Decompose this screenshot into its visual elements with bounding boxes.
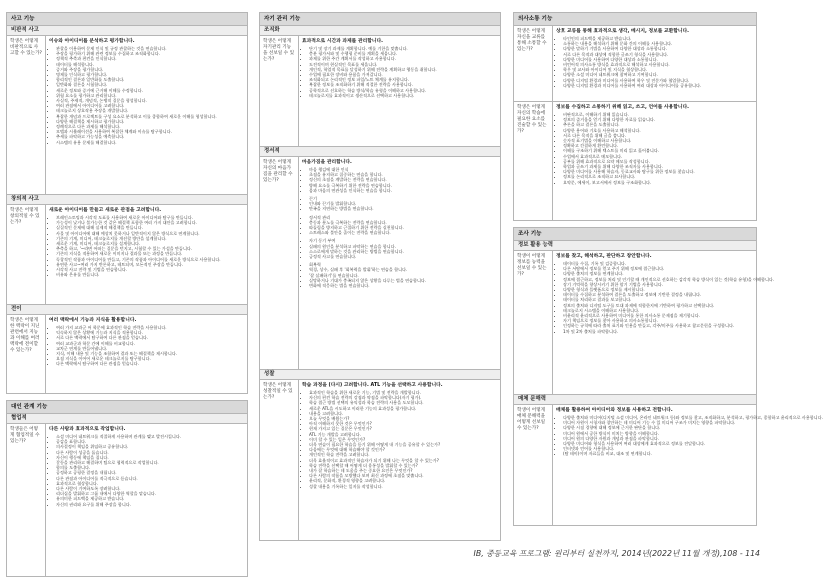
skill-item: • 다양한 소셜 미디어 네트워크에 참여하고 기여합니다.	[563, 72, 753, 77]
skill-item: • 조직화되고 논리적인 정보 파일/노트 체계를 유지합니다.	[309, 77, 497, 82]
skill-statement: 정보를 수집하고 소통하기 위해 읽고, 쓰고, 언어를 사용합니다.	[556, 105, 690, 110]
skill-item: • 여러 관점에서 아이디어를 고려합니다.	[56, 103, 244, 108]
skill-item: • 오늘 무엇을 배웠는가?	[309, 416, 497, 421]
skill-item: • 명제를 인식하고 평가합니다.	[56, 72, 244, 77]
skill-item: • 따돌림을 방지하고 근절하기 위한 전략을 실천합니다.	[309, 225, 497, 230]
subsection-row	[7, 35, 247, 194]
section	[6, 400, 248, 577]
skill-item: • 아직 이해하지 못한 것은 무엇인가?	[309, 421, 497, 426]
skill-item: • 주장을 평가하기 위해 관련 정보를 수집하고 조직화합니다.	[56, 51, 244, 56]
subsection-header: 매체 문해력	[514, 394, 756, 404]
skill-item: • 일반화와 결론을 시험합니다.	[56, 82, 244, 87]
skill-item: • 실망하거나 기대가 충족되지 않은 상황을 다루는 법을 연습합니다.	[309, 278, 497, 283]
skill-item: • 복잡한 정보를 조직화하기 위해 적절한 전략을 사용합니다.	[309, 82, 497, 87]
skill-item: • 다양한 출처와 미디어(디지털 소셜 미디어, 온라인 네트워크 등)와 정보를 찾고, 조직화하고, 분석하고, 평가하고, 종합하고 윤리적으로 사용합니다.	[563, 415, 823, 420]
skill-item: • 충동과 분노를 극복하는 전략을 연습합니다.	[309, 220, 497, 225]
skill-item: • 다양한 해결책을 제시하고 평가합니다.	[56, 119, 244, 124]
skill-item: • 다양한 시점 경향에 대해 정보에 근거한 판단을 합니다.	[563, 425, 823, 430]
skill-item: • 공부를 위해 효과적으로 요약 메모를 작성합니다.	[563, 159, 753, 164]
skill-item: • 개인적인 학습 전략을 고려합니다.	[309, 452, 497, 457]
guiding-question: 학생이 어떻게 매체 문해력을 어떻게 선보일 수 있는가?	[514, 405, 553, 525]
skill-body	[553, 26, 756, 101]
skill-item: • 방해 요소를 극복하기 위한 전략을 연습합니다.	[309, 183, 497, 188]
skill-item: • 다양한 말하기 기법을 사용하여 다양한 대상과 소통합니다.	[563, 46, 753, 51]
skill-item: • 추세를 파악하고 가능성을 예측합니다.	[56, 134, 244, 139]
skill-list	[302, 167, 497, 288]
subsection-header: 창의적 사고	[7, 194, 247, 204]
skill-item: • 효과적으로 협상합니다.	[56, 481, 244, 486]
skill-item: • 장기 기억력을 향상시키기 위한 암기 기법을 사용합니다.	[563, 282, 774, 287]
skill-item: • 소셜 미디어 네트워크를 적절하게 사용하며 관계를 맺고 발전시킵니다.	[56, 434, 244, 439]
guiding-question: 학생은 어떻게 자신을 교류를 통해 소통할 수 있는가?	[514, 26, 553, 101]
skill-item: • 개인적, 학업적 목표를 달성하기 위해 전략을 계획하고 행동을 취합니다.	[309, 67, 497, 72]
skill-body	[299, 380, 500, 540]
skill-item: • 더욱 연습이 필요한 학습을 듣기 위해 어떻게 내 기능을 공유할 수 있는가?	[309, 442, 497, 447]
skill-item: • 유의미한 피드백을 제공하고 받습니다.	[56, 496, 244, 501]
skill-item: • 테크놀로지 상호작용 주장을 개발합니다.	[56, 108, 244, 113]
skill-body	[299, 157, 500, 369]
skill-item: • 인내와 끈기를 발휘합니다.	[309, 201, 497, 206]
skill-item: • 익숙하지 않은 상황에 기능과 지식을 적용합니다.	[56, 330, 244, 335]
skill-item: • 변화에 적응하는 법을 연습합니다.	[309, 283, 497, 288]
skill-item: • 테크놀로지 시스템을 이해하고 사용합니다.	[563, 308, 774, 313]
skill-item: • 데이터를 해석합니다.	[56, 62, 244, 67]
subsection-row	[514, 250, 775, 394]
subsection-row	[514, 101, 756, 220]
skill-body	[553, 405, 826, 525]
skill-item: • 서로 다른 목적과 대상에 적합한 글쓰기 형식을 사용합니다.	[563, 52, 753, 57]
skill-item: • 공학적으로 선호하는 학습 방식/학습 유형을 이해하고 사용합니다.	[309, 88, 497, 93]
skill-item: • 다른 사람이 기여하도록 장려합니다.	[56, 486, 244, 491]
skill-item: • 다른 관점과 아이디어를 적극적으로 듣습니다.	[56, 476, 244, 481]
guiding-question: 학생은 어떻게 비판적으로 사고할 수 있는가?	[7, 36, 46, 194]
skill-item: • 숫자적 표기법을 이해하고 사용합니다.	[563, 138, 753, 143]
skill-body	[553, 102, 756, 220]
skill-item: • 비언어적 의사소통 방식을 효과적으로 해석하고 사용합니다.	[563, 62, 753, 67]
skill-item: • 가능성이 낮거나 불가능한 것 같은 해결책 포함한 여러 가지 대안을 고려합니다.	[56, 220, 244, 225]
skill-item: • 정확하고 간결하게 환언합니다.	[563, 143, 753, 148]
skill-list	[302, 46, 497, 98]
skill-item: • 초점을 유지하고 집중하는 연습을 합니다.	[309, 172, 497, 177]
guiding-question: 학생은 어떻게 자기관리 기능을 선보일 수 있는가?	[260, 36, 299, 146]
skill-item: • 사물 및 아이디어에 대해 예상치 못하거나 일반적이지 않은 방식으로 연계합니다.	[56, 231, 244, 236]
subsection-header: 정서적	[260, 146, 500, 156]
subsection-row	[514, 404, 823, 525]
guiding-question: 학생은 어떻게 한 맥락이 지닌 관련에서 지능과 이해를 여러 맥락에 전이할 수 있는가?	[7, 315, 46, 393]
skill-item: • 정서적 관리	[309, 215, 497, 220]
skill-item: • 요약문, 에세이, 보고서에서 정보를 구조화합니다.	[563, 180, 753, 185]
skill-item: • 비판적으로, 이해하기 위해 읽습니다.	[563, 112, 753, 117]
subsection-row	[7, 423, 247, 576]
skill-statement: 새로운 아이디어를 만들고 새로운 관점을 고려합니다.	[49, 208, 162, 213]
skill-item: • 자기 책임으로 정보를 찾아 사용하고 의사소통합니다.	[563, 318, 774, 323]
subsection-row	[7, 314, 247, 393]
skill-item: • 자신의 권리와 요구를 위해 주장을 합니다.	[56, 502, 244, 507]
skill-item: • 미디어 원의 다양한 자원과 개념과 관점을 파악합니다.	[563, 436, 823, 441]
skill-item: • 증거와 주장을 평가합니다.	[56, 67, 244, 72]
skill-item: • 새로운 ATL을 시도하고 이러한 기능의 효과성을 평가합니다.	[309, 406, 497, 411]
skill-item: • 더욱 효율적이고 효과적인 학습자가 되기 위해 나는 무엇을 할 수 있는가?	[309, 458, 497, 463]
skill-item: • 수업에서 효과적으로 메모합니다.	[563, 154, 753, 159]
skill-item: • '잘 실패하기'를 연습합니다.	[309, 273, 497, 278]
section	[259, 12, 501, 541]
guiding-question: 학생들은 어떻게 협업적일 수 있는가?	[7, 424, 46, 576]
skill-item: • 역경, 상수, 실패 후 '회복력을 발휘'하는 연습을 합니다.	[309, 267, 497, 272]
subsection-header: 비판적 사고	[7, 25, 247, 35]
skill-item: • 스스로에게 말하는 것을 관리하는 방법을 연습합니다.	[309, 249, 497, 254]
skill-item: • 마음 챙김에 대한 인식	[309, 167, 497, 172]
skill-item: • 학습 접근 방법 선택의 유익성과 학습 전략의 사용을 도모합니다.	[309, 400, 497, 405]
column-1	[6, 12, 248, 583]
skill-item: • 끈기	[309, 196, 497, 201]
skill-item: • 학우 및 교사와 아이디어 및 지식을 협상합니다.	[563, 67, 753, 72]
guiding-question: 학생은 어떻게 자신의 마음가짐을 관리할 수 있는가?	[260, 157, 299, 369]
guiding-question: 학생은 어떻게 자신의 학습에 필요한 요소를 진술할 수 있는가?	[514, 102, 553, 220]
skill-item: • ATL 기능 개발을 고려합니다.	[309, 432, 497, 437]
skill-body	[553, 251, 777, 394]
skill-item: • 정보에 접근하고, 정보를 처리 및 인기할 때 개인적으로 선호하는 감각적 학습 방식이 있는 것(학습 유형)을 이해합니다.	[563, 277, 774, 282]
skill-item: • 정보의 즐거움을 얻기 위해 다양한 자료를 읽습니다.	[563, 117, 753, 122]
skill-body	[46, 36, 247, 194]
skill-item: • 도전적이며 현실적인 목표를 세웁니다.	[309, 62, 497, 67]
skill-item: • 요점 지식을 이어어 새로운 테크놀로지를 탐구합니다.	[56, 356, 244, 361]
skill-item: • 내용을 고려합니다.	[309, 411, 497, 416]
skill-statement: 여러 맥락에서 기능과 지식을 활용합니다.	[49, 318, 137, 323]
subsection-row	[260, 379, 500, 540]
skill-item: • 공감을 표합니다.	[56, 439, 244, 444]
skill-item: • 서로 다른 맥락에서 탐구하여 다른 관점을 얻습니다.	[56, 335, 244, 340]
skill-item: • 학습 전략을 선택할 때 어떻게 더 융통성을 발휘할 수 있는가?	[309, 463, 497, 468]
skill-list	[302, 390, 497, 489]
subsection-header: 조직화	[260, 25, 500, 35]
skill-item: • 정보의 출처와 디지털 도구를 토대 과제에 적합한지에 기반하여 평가하고 선택합니다.	[563, 303, 774, 308]
skill-body	[46, 205, 247, 304]
section	[513, 227, 823, 526]
guiding-question: 학생은 어떻게 성찰적일 수 있는가?	[260, 380, 299, 540]
skill-item: • 교차군 연계를 만들어냅니다.	[56, 346, 244, 351]
skill-list	[49, 215, 244, 277]
skill-item: • 현재 가지고 있는 질문은 무엇인가?	[309, 426, 497, 431]
skill-item: • (탐 테이)이며 자료들을 비교, 대조 및 연계합니다.	[563, 451, 823, 456]
skill-item: • 정신의 초점을 계발하는 전략을 연습합니다.	[309, 177, 497, 182]
skill-item: • 여러 교과군과 학문 간에 이해를 비교합니다.	[56, 341, 244, 346]
skill-list	[49, 325, 244, 367]
skill-item: • 공정하고 공평한 결정을 내립니다.	[56, 470, 244, 475]
skill-statement: 학습 과정을 (다시) 고려합니다. ATL 기능을 선택하고 사용합니다.	[302, 383, 443, 388]
section-header: 자기 관리 기능	[260, 13, 500, 25]
skill-item: • 다른 사람이 성공을 돕습니다.	[56, 450, 244, 455]
skill-item: • 몸과 마음의 연관성을 인식하는 연습을 합니다.	[309, 188, 497, 193]
skill-item: • 합리적인 결론과 일반화를 도출합니다.	[56, 77, 244, 82]
skill-item: • 추측을 하고, '~라면 어떠는 질문을 던지고, 시험할 수 있는 가설을 만듭니다.	[56, 246, 244, 251]
skill-item: • 기존의 기계, 미디어, 테크놀로지를 개선할 방안을 설계합니다.	[56, 236, 244, 241]
skill-item: • 자신의 편견 학습 전략의 강점과 약점을 파악합니다(자기 평가).	[309, 395, 497, 400]
skill-item: • 소통하는 내용을 해석하기 위해 문화 간의 이해를 사용합니다.	[563, 41, 753, 46]
skill-item: • 테크놀로지를 효과적이고 생산적으로 선택하고 사용합니다.	[309, 93, 497, 98]
skill-item: • 의사결정이 책임을 위임하고 공유합니다.	[56, 444, 244, 449]
skill-item: • 여러 가지 교과군 어 학문에 효과적인 학습 전략을 사용합니다.	[56, 325, 244, 330]
skill-item: • 데이터를 처리하고 결과를 보고합니다.	[563, 297, 774, 302]
skill-item: • 관찰을 이용하여 문제 인식 및 규정 관찰하는 것을 연습합니다.	[56, 46, 244, 51]
skill-item: • 다양한 디지털 환경과 미디어를 사용하여 여러 대상과 아이디어를 공유합니다.	[563, 83, 753, 88]
skill-item: • 자기 동기 부여	[309, 238, 497, 243]
skill-item: • 긍정적 사고를 연습합니다.	[309, 254, 497, 259]
skill-item: • 스트레스와 불안을 줄이는 전략을 연습합니다.	[309, 230, 497, 235]
skill-item: • 학업과 글쓰기 과제를 위해 다양한 조직자를 사용합니다.	[563, 164, 753, 169]
skill-list	[49, 46, 244, 145]
skill-item: • 인터넷과 언어를 사용합니다.	[563, 446, 823, 451]
skill-item: • 다양한 미디어를 사용해 학습자, 동료교사와 탐구를 위한 정보를 찾습니다.	[563, 169, 753, 174]
skill-item: • 시스템의 유용 문제를 해결합니다.	[56, 140, 244, 145]
subsection-row	[260, 35, 500, 146]
skill-item: • 다양한 형식과 플랫폼으로 정보를 제시합니다.	[563, 287, 774, 292]
skill-item: • 비윤리적 윤리적으로 사용하여 미디어를 통한 의사소통 문제점을 제기합니다.	[563, 313, 774, 318]
subsection-row	[514, 25, 756, 101]
subsection-header: 협업적	[7, 413, 247, 423]
column-3	[513, 12, 823, 532]
skill-list	[49, 434, 244, 507]
skill-body	[46, 315, 247, 393]
skill-item: • 새로운 기계, 미디어, 테크놀로지를 설계합니다.	[56, 241, 244, 246]
skill-item: • 실패의 원인을 분석하고 파악하는 연습을 합니다.	[309, 244, 497, 249]
section	[513, 12, 757, 221]
skill-statement: 마음가짐을 관리합니다.	[302, 160, 352, 165]
skill-item: • 리더십을 발휘하고 그룹 내에서 다양한 역할을 맡습니다.	[56, 491, 244, 496]
skill-item: • 정보를 논리적으로 조직하고 묘사합니다.	[563, 174, 753, 179]
subsection-header: 전이	[7, 304, 247, 314]
skill-item: • 시각적 사고 전략 및 기법을 연습합니다.	[56, 267, 244, 272]
section-header: 사고 기능	[7, 13, 247, 25]
skill-item: • 다양한 디지털 환경과 미디어를 사용하여 학우 및 전문가와 협업합니다.	[563, 78, 753, 83]
skill-item: • 다른 서탐에서 정보를 얻고 주기 위해 정보에 접근합니다.	[563, 266, 774, 271]
skill-list	[556, 36, 753, 88]
skill-statement: 매체를 활용하여 아이디어와 정보를 사용하고 전합니다.	[556, 408, 673, 413]
skill-item: • 정례적으로 다른 과제를 해석합니다.	[56, 124, 244, 129]
skill-item: • 성찰 내용을 기록하는 일지를 작성합니다.	[309, 484, 497, 489]
section	[6, 12, 248, 394]
skill-item: • 실질적인 문제에 대해 실제적 해결책을 만듭니다.	[56, 225, 244, 230]
skill-item: • 이해를 구조하기 위해 텍스트를 미리 읽고 훑어봅니다.	[563, 148, 753, 153]
skill-item: • 다양한 출처의 정보를 연계합니다.	[563, 271, 774, 276]
section-header: 조사 기능	[514, 228, 756, 240]
skill-item: • 1차 및 2차 출처를 파악합니다.	[563, 329, 774, 334]
source-caption: IB, 중등교육 프로그램: 원리부터 실천까지, 2014년(2022년 11월 개정),108 - 114	[473, 549, 760, 558]
skill-item: • 새로운 정보와 증거에 근거해 이해를 수정합니다.	[56, 88, 244, 93]
skill-item: • 인정하는 규칙에 따라 출처 표기와 인용을 만들고, 각주/미주를 사용하고 참고문헌을 구성합니다.	[563, 323, 774, 328]
skill-statement: 상호 교류를 통해 효과적으로 생각, 메시지, 정보를 교환합니다.	[556, 29, 690, 34]
skill-item: • 정책적 추측과 편견을 인식합니다.	[56, 56, 244, 61]
skill-item: • 모델과 시뮬레이션을 사용하여 복잡한 체계와 이슈를 탐구합니다.	[56, 129, 244, 134]
skill-item: • 만족을 지연하는 방법을 연습합니다.	[309, 206, 497, 211]
skill-item: • 다양한 용어와 기호를 사용하고 해석합니다.	[563, 128, 753, 133]
skill-item: • 다른 맥락에서 탐구하여 다른 관점을 얻습니다.	[56, 361, 244, 366]
skill-item: • 데이터를 수집하고 분석하여 결론을 도출하고 정보에 기반한 결정을 내립니다.	[563, 292, 774, 297]
skill-item: • 데이터를 수집, 기록 및 검증합니다.	[563, 261, 774, 266]
skill-item: • 과제를 위한 주간 계획서를 작성하고 사용합니다.	[309, 56, 497, 61]
skill-item: • 위험 요소를 평가하고 관리합니다.	[56, 93, 244, 98]
skill-item: • 미디어 자원이 시청자와 창안하는 데 미디어 기능 수 있 미디어 구조가 미치는 영향을 파악합니다.	[563, 420, 823, 425]
skill-item: • 수업에 필요한 장비와 용품을 가져갑니다.	[309, 72, 497, 77]
skill-item: • 미디어 원에서 공한 방식이 미치는 방향을 이해합니다.	[563, 431, 823, 436]
skill-item: • 추론을 하고 결론을 도출합니다.	[563, 122, 753, 127]
guiding-question: 학생은 어떻게 창의적일 수 있는가?	[7, 205, 46, 304]
skill-item: • 다양한 미디어를 사용하여 다양한 대상과 소통합니다.	[563, 57, 753, 62]
column-2	[259, 12, 501, 547]
section-header: 대인 관계 기능	[7, 401, 247, 413]
skill-statement: 이슈와 아이디어를 분석하고 평가합니다.	[49, 39, 135, 44]
skill-item: • 충분 평가서와 및 수행평 준비를 계획을 세웁니다.	[309, 51, 497, 56]
skill-item: • 독창적인 작품과 아이디어를 만들고, 기존의 작품과 아이디어를 새로운 방식으로 사용합니다.	[56, 257, 244, 262]
subsection-header: 정보 활용 능력	[514, 240, 756, 250]
skill-item: • 윤리적, 문화적, 환경적 영향을 고려합니다.	[309, 478, 497, 483]
skill-item: • 기존의 지식을 적용하여 새로운 이미지나 결과물 또는 과정을 만듭니다.	[56, 251, 244, 256]
subsection-row	[260, 156, 500, 369]
skill-item: • 지식, 이해 내용 및 기능을 조합하여 결과 또는 해결책을 제시합니다.	[56, 351, 244, 356]
skill-item: • 단기 및 장기 과제를 계획합니다. 예를 기한을 맞춥니다.	[309, 46, 497, 51]
skill-item: • 다음에는 무엇에 대해 학습해야 할 것인가?	[309, 447, 497, 452]
skill-item: • 비유와 은유를 만듭니다.	[56, 272, 244, 277]
skill-item: • 회복력	[309, 262, 497, 267]
skill-body	[46, 424, 247, 576]
skill-item: • 타인인의 피드백을 제공하고 받습니다.	[563, 36, 753, 41]
skill-item: • 자신이 행동에 책임을 집니다.	[56, 455, 244, 460]
skill-statement: 정보를 찾고, 해석하고, 판단하고 창안합니다.	[556, 254, 652, 259]
skill-item: • 내가 잘 학습하는 데 도움을 주는 중요한 요인은 무엇인가?	[309, 468, 497, 473]
skill-item: • 복잡한 개념과 프로젝트를 구성 요소로 분석하고 이를 종합하여 새로운 이해를 형성합니다.	[56, 114, 244, 119]
skill-item: • 효과적인 학습을 위한 새로운 기능, 기법 및 전략을 개발합니다.	[309, 390, 497, 395]
skill-list	[556, 415, 823, 457]
section-header: 의사소통 기능	[514, 13, 756, 25]
skill-statement: 다른 사람과 효과적으로 작업합니다.	[49, 427, 126, 432]
skill-item: • 유연한 사고~여러 가지 반론하고, 테트되며, 모든적인 주장을 만듭니다.	[56, 262, 244, 267]
subsection-header: 성찰	[260, 369, 500, 379]
skill-item: • 합의를 도출합니다.	[56, 465, 244, 470]
guiding-question: 학생이 어떻게 정보를 능력을 선보일 수 있는가?	[514, 251, 553, 394]
skill-list	[556, 112, 753, 185]
skill-item: • 다양한 미디어와 형식을 사용하여 여러 대상에게 효과적으로 정보를 전달합니다.	[563, 441, 823, 446]
skill-item: • 갈등을 관리하고 해결하며 팀으로 협력적으로 작업합니다.	[56, 460, 244, 465]
subsection-row	[7, 204, 247, 304]
skill-item: • 다른 사람의 작품을 모방했다 보며 최신 과정에 초점을 맞춥니다.	[309, 473, 497, 478]
skill-item: • 사실적, 주제적, 개념적, 논쟁적 질문을 형성합니다.	[56, 98, 244, 103]
skill-item: • 서로 다른 목적을 위해 글을 씁니다.	[563, 133, 753, 138]
skill-list	[556, 261, 774, 334]
skill-item: • 브레인스토밍과 시각적 도표를 사용하여 새로운 아이디어와 탐구를 만듭니다.	[56, 215, 244, 220]
skill-item: • 이미 할 수 있는 일은 무엇인가?	[309, 437, 497, 442]
skill-statement: 효과적으로 시간과 과제를 관리합니다.	[302, 39, 383, 44]
skill-body	[299, 36, 500, 146]
